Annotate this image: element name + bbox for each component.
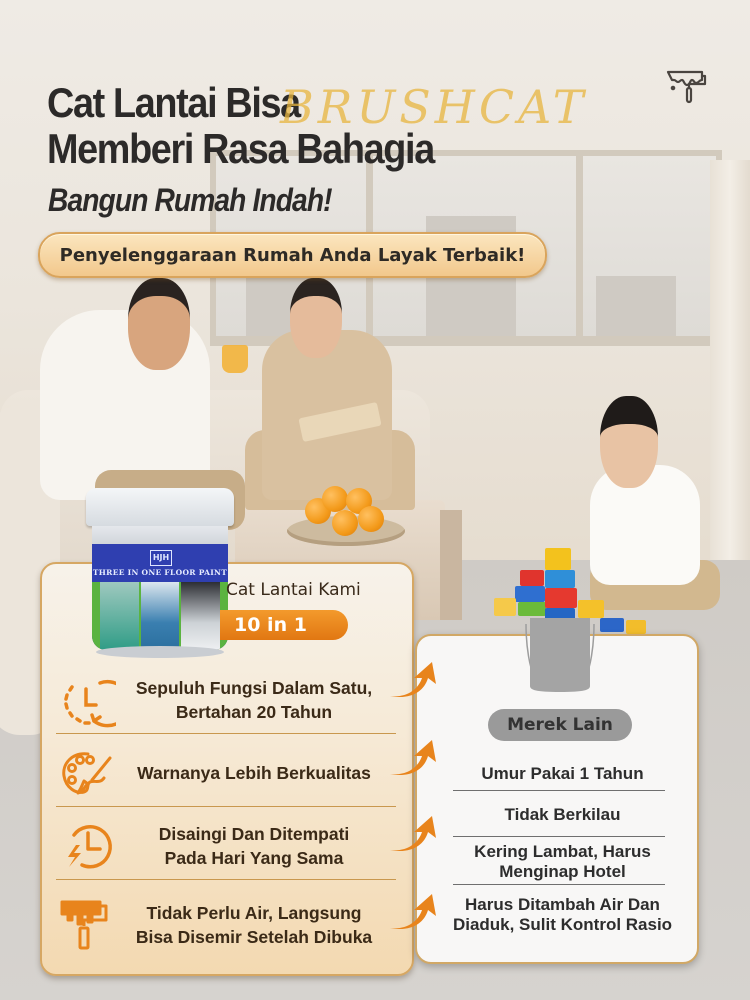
man-head bbox=[128, 278, 190, 370]
comparison-text: Menginap Hotel bbox=[499, 862, 626, 881]
clock-icon bbox=[58, 671, 116, 729]
juice-glass bbox=[222, 345, 248, 373]
comparison-item bbox=[430, 805, 695, 825]
comparison-item bbox=[430, 895, 695, 935]
comparison-text: Kering Lambat, Harus bbox=[474, 842, 651, 861]
feature-item bbox=[58, 740, 398, 806]
bucket-label bbox=[92, 544, 228, 650]
feature-text-line: Disaingi Dan Ditempati bbox=[158, 824, 350, 844]
feature-text-line: Pada Hari Yang Sama bbox=[164, 848, 344, 868]
table-leg bbox=[440, 510, 462, 620]
paint-roller-icon bbox=[664, 66, 708, 110]
feature-text-line: Bertahan 20 Tahun bbox=[175, 702, 333, 722]
gray-bucket-icon bbox=[522, 618, 598, 694]
feature-text-line: Bisa Disemir Setelah Dibuka bbox=[135, 927, 373, 947]
feature-item bbox=[58, 660, 398, 740]
divider bbox=[453, 884, 665, 885]
bucket-lid bbox=[86, 488, 234, 526]
comparison-text: Diaduk, Sulit Kontrol Rasio bbox=[452, 915, 673, 934]
paint-roller-icon bbox=[58, 896, 116, 954]
curved-arrow-icon bbox=[388, 660, 438, 700]
comparison-text: Harus Ditambah Air Dan bbox=[465, 895, 660, 914]
woman-head bbox=[290, 278, 342, 358]
bucket-photos bbox=[92, 582, 228, 650]
comparison-text: Umur Pakai 1 Tahun bbox=[481, 764, 644, 783]
divider bbox=[56, 879, 396, 880]
boy-head bbox=[600, 396, 658, 488]
comparison-text: Tidak Berkilau bbox=[504, 805, 621, 824]
orange bbox=[358, 506, 384, 532]
our-product-label: Cat Lantai Kami bbox=[226, 580, 361, 600]
curtain bbox=[710, 160, 750, 580]
product-bucket-image bbox=[86, 488, 234, 668]
feature-text-line: Tidak Perlu Air, Langsung bbox=[146, 903, 362, 923]
feature-text-line: Warnanya Lebih Berkualitas bbox=[137, 763, 371, 783]
feature-text-line: Sepuluh Fungsi Dalam Satu, bbox=[135, 678, 373, 698]
divider bbox=[56, 733, 396, 734]
feature-item bbox=[58, 885, 398, 965]
subtitle: Bangun Rumah Indah! bbox=[48, 182, 332, 218]
other-brand-label-text: Merek Lain bbox=[507, 715, 613, 735]
comparison-item bbox=[430, 764, 695, 784]
fast-clock-icon bbox=[58, 817, 116, 875]
other-brand-label bbox=[488, 709, 632, 741]
boy-figure bbox=[590, 465, 700, 585]
bucket-brand-text: THREE IN ONE FLOOR PAINT bbox=[92, 568, 228, 577]
ten-in-one-badge bbox=[220, 610, 348, 640]
orange bbox=[322, 486, 348, 512]
curved-arrow-icon bbox=[388, 892, 438, 932]
title-line-1: Cat Lantai Bisa bbox=[47, 79, 300, 126]
orange bbox=[332, 510, 358, 536]
curved-arrow-icon bbox=[388, 738, 438, 778]
palette-icon bbox=[58, 744, 116, 802]
comparison-item bbox=[430, 842, 695, 882]
bucket-band bbox=[92, 526, 228, 546]
feature-item bbox=[58, 812, 398, 880]
divider bbox=[453, 790, 665, 791]
tagline-text: Penyelenggaraan Rumah Anda Layak Terbaik! bbox=[59, 244, 526, 266]
title-line-2: Memberi Rasa Bahagia bbox=[47, 125, 434, 172]
curved-arrow-icon bbox=[388, 814, 438, 854]
tagline-pill bbox=[38, 232, 547, 278]
divider bbox=[453, 836, 665, 837]
script-watermark: BRUSHCAT bbox=[280, 80, 588, 134]
badge-text: 10 in 1 bbox=[234, 614, 307, 636]
divider bbox=[56, 806, 396, 807]
bucket-logo: HJH bbox=[150, 550, 172, 566]
bucket-base bbox=[96, 646, 224, 658]
